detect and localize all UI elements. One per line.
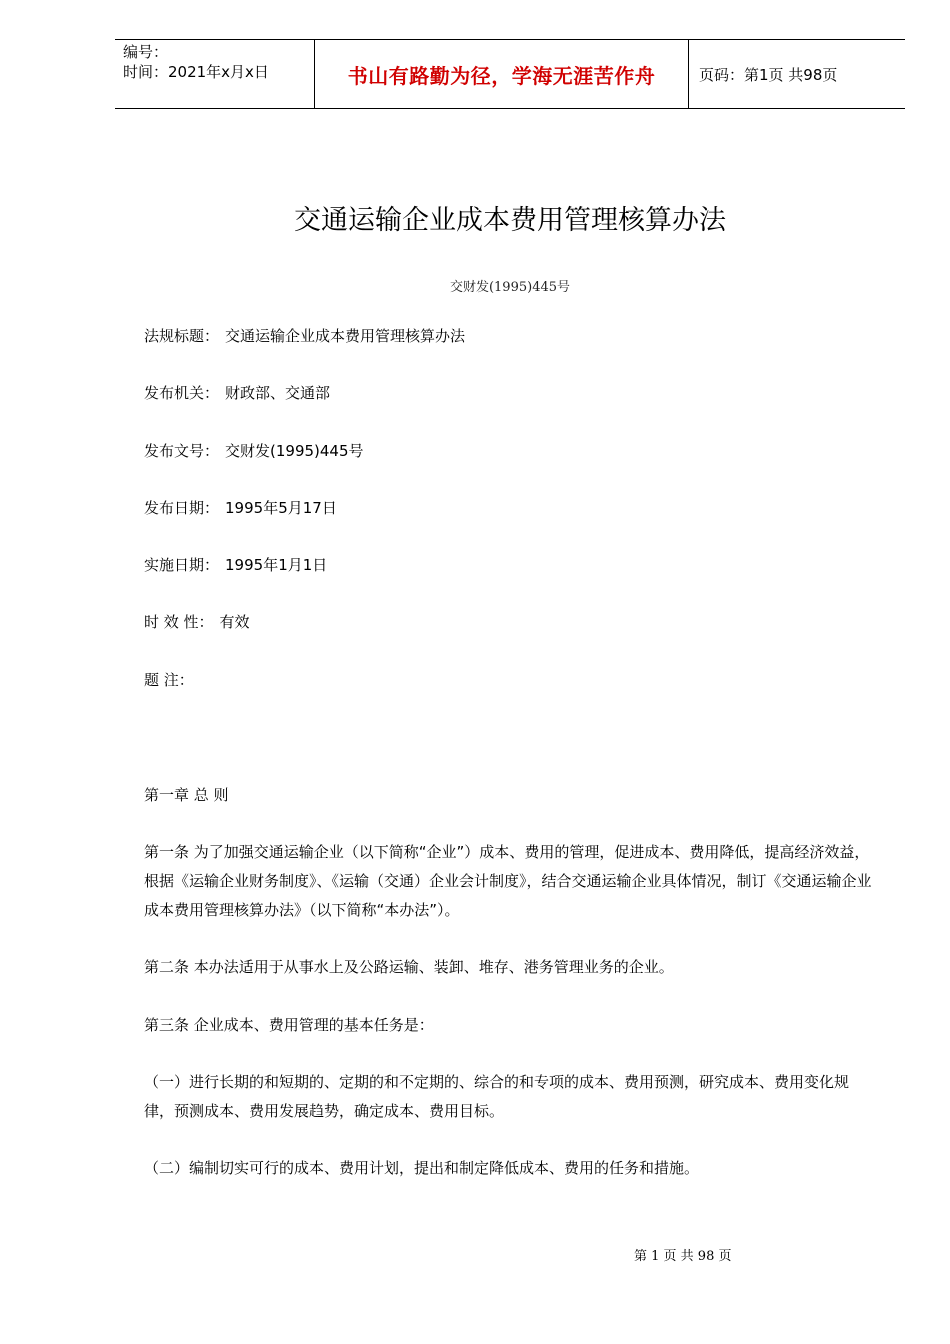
meta-row-effective-date bbox=[144, 555, 327, 575]
meta-label: 实施日期： bbox=[144, 556, 220, 574]
item-2: （二）编制切实可行的成本、费用计划，提出和制定降低成本、费用的任务和措施。 bbox=[144, 1159, 700, 1177]
header-page-info: 页码：第1页 共98页 bbox=[699, 65, 838, 84]
meta-value: 交通运输企业成本费用管理核算办法 bbox=[225, 327, 466, 345]
meta-label: 发布文号： bbox=[144, 442, 220, 460]
document-title: 交通运输企业成本费用管理核算办法 bbox=[294, 205, 726, 236]
meta-row-issuer bbox=[144, 383, 330, 403]
number-label: 编号： bbox=[123, 43, 169, 61]
chapter-heading: 第一章 总 则 bbox=[144, 786, 229, 804]
meta-row-docno bbox=[144, 441, 364, 461]
meta-label: 时 效 性： bbox=[144, 613, 214, 631]
article-3: 第三条 企业成本、费用管理的基本任务是： bbox=[144, 1016, 434, 1034]
meta-label: 发布机关： bbox=[144, 384, 220, 402]
meta-row-validity bbox=[144, 612, 250, 632]
header-meta-cell bbox=[115, 40, 315, 108]
meta-value: 有效 bbox=[219, 613, 250, 631]
meta-row-title bbox=[144, 326, 465, 346]
page-header bbox=[115, 39, 905, 109]
meta-label: 题 注： bbox=[144, 671, 194, 689]
meta-value: 1995年1月1日 bbox=[225, 556, 328, 574]
meta-value: 财政部、交通部 bbox=[225, 384, 331, 402]
time-label: 时间：2021年x月x日 bbox=[123, 63, 269, 81]
item-1: （一）进行长期的和短期的、定期的和不定期的、综合的和专项的成本、费用预测，研究成本、费用变化规律，预测成本、费用发展趋势，确定成本、费用目标。 bbox=[144, 1073, 850, 1120]
article-1: 第一条 为了加强交通运输企业（以下简称“企业”）成本、费用的管理，促进成本、费用降低，提高经济效益，根据《运输企业财务制度》、《运输（交通）企业会计制度》，结合交通运输企业具体情况，制订《交通运输企业成本费用管理核算办法》（以下简称“本办法”）。 bbox=[144, 843, 872, 919]
meta-row-note bbox=[144, 670, 200, 690]
article-2: 第二条 本办法适用于从事水上及公路运输、装卸、堆存、港务管理业务的企业。 bbox=[144, 958, 674, 976]
meta-label: 发布日期： bbox=[144, 499, 220, 517]
motto-text: 书山有路勤为径，学海无涯苦作舟 bbox=[347, 63, 656, 88]
header-motto-cell bbox=[315, 40, 689, 108]
meta-row-issue-date bbox=[144, 498, 337, 518]
document-number: 交财发(1995)445号 bbox=[449, 280, 571, 295]
meta-value: 1995年5月17日 bbox=[225, 499, 337, 517]
meta-value: 交财发(1995)445号 bbox=[225, 442, 364, 460]
header-page-cell bbox=[689, 40, 905, 108]
meta-label: 法规标题： bbox=[144, 327, 220, 345]
page-footer: 第 1 页 共 98 页 bbox=[634, 1249, 732, 1264]
